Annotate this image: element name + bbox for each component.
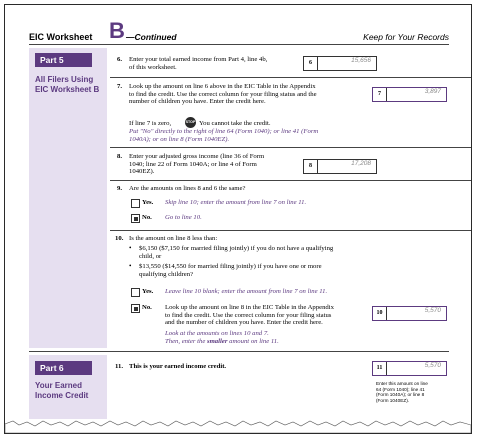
line10-bullet1: $6,150 ($7,150 for married filing jointly) if you do not have a qualifying child, or [139, 245, 334, 260]
line9-yes-note: Skip line 10; enter the amount from line 7 on line 11. [165, 199, 307, 206]
line11-text: This is your earned income credit. [129, 363, 227, 370]
line7-zero-prefix: If line 7 is zero, [129, 120, 172, 127]
line11-number: 11. [115, 363, 123, 370]
part5-badge: Part 5 [35, 53, 92, 67]
line10-box-label: 10 [373, 307, 387, 320]
line7-box-label: 7 [373, 88, 387, 101]
line9-number: 9. [117, 185, 123, 192]
line8-amount: 17,208 [351, 160, 371, 167]
line11-amount-box[interactable] [372, 361, 447, 376]
line10-look-note: Look at the amounts on lines 10 and 7. Then, enter the smaller amount on line 11. [165, 330, 279, 345]
line6-rule [110, 77, 472, 78]
part6-title: Your Earned Income Credit [35, 381, 89, 400]
line10-amount-box[interactable] [372, 306, 447, 321]
line6-box-label: 6 [304, 57, 318, 70]
line9-no-note: Go to line 10. [165, 214, 202, 221]
line9-yes-label: Yes. [142, 199, 154, 206]
line11-box-label: 11 [373, 362, 387, 375]
line10-no-label: No. [142, 304, 152, 311]
torn-edge [5, 419, 471, 433]
line9-rule [110, 230, 472, 231]
header-rule [29, 44, 449, 45]
line7-text: Look up the amount on line 6 above in the EIC Table in the Appendix to find the credit. Use the correct column for your filing status and the number of children you have. Enter the credit here. [129, 83, 317, 106]
line10-yes-label: Yes. [142, 288, 154, 295]
part-divider-rule [29, 351, 449, 352]
line10-bullet2: $13,550 ($14,550 for married filing jointly) if you have one or more qualifying children? [139, 263, 322, 278]
line6-number: 6. [117, 56, 123, 63]
worksheet-header [29, 18, 449, 43]
stop-icon: STOP [185, 117, 196, 128]
worksheet-title: EIC Worksheet [29, 32, 93, 42]
line6-text: Enter your total earned income from Part 4, line 4b, of this worksheet. [129, 56, 268, 71]
line7-put-no: Put "No" directly to the right of line 64 (Form 1040); or line 41 (Form 1040A); or on line 8 (Form 1040EZ). [129, 128, 319, 143]
line8-box-label: 8 [304, 160, 318, 173]
line7-rule [110, 147, 472, 148]
line9-question: Are the amounts on lines 8 and 6 the same? [129, 185, 246, 192]
line7-number: 7. [117, 83, 123, 90]
line8-amount-box[interactable] [303, 159, 377, 174]
line9-no-label: No. [142, 214, 152, 221]
part6-badge: Part 6 [35, 361, 92, 375]
line7-amount-box[interactable] [372, 87, 447, 102]
line10-no-checkbox[interactable] [131, 304, 140, 313]
line10-question: Is the amount on line 8 less than: [129, 235, 218, 242]
bullet-icon: • [129, 262, 132, 270]
part5-title: All Filers Using EIC Worksheet B [35, 75, 100, 94]
line8-rule [110, 180, 472, 181]
line7-amount: 3,897 [424, 88, 441, 95]
line9-yes-checkbox[interactable] [131, 199, 140, 208]
worksheet-page [4, 4, 472, 434]
continued-label: —Continued [126, 32, 177, 42]
line10-no-text: Look up the amount on line 8 in the EIC Table in the Appendix to find the credit. Use the correct column for your filing status and the number of children you have. Enter the credit here. [165, 304, 334, 327]
line7-zero-suffix: You cannot take the credit. [199, 120, 271, 127]
line10-number: 10. [115, 235, 124, 242]
bullet-icon: • [129, 244, 132, 252]
worksheet-letter: B [109, 18, 125, 43]
keep-records-label: Keep for Your Records [363, 32, 449, 42]
line6-amount: 15,656 [351, 57, 371, 64]
line9-no-checkbox[interactable] [131, 214, 140, 223]
line11-instruction-note: Enter this amount on line 64 (Form 1040); line 41 (Form 1040A); or line 8 (Form 1040EZ). [376, 381, 428, 403]
line6-amount-box[interactable] [303, 56, 377, 71]
line8-number: 8. [117, 153, 123, 160]
line10-amount: 5,570 [424, 307, 441, 314]
line8-text: Enter your adjusted gross income (line 36 of Form 1040; line 22 of Form 1040A; or line 4 of Form 1040EZ). [129, 153, 265, 176]
line11-amount: 5,570 [424, 362, 441, 369]
line10-yes-checkbox[interactable] [131, 288, 140, 297]
line10-yes-note: Leave line 10 blank; enter the amount from line 7 on line 11. [165, 288, 328, 295]
